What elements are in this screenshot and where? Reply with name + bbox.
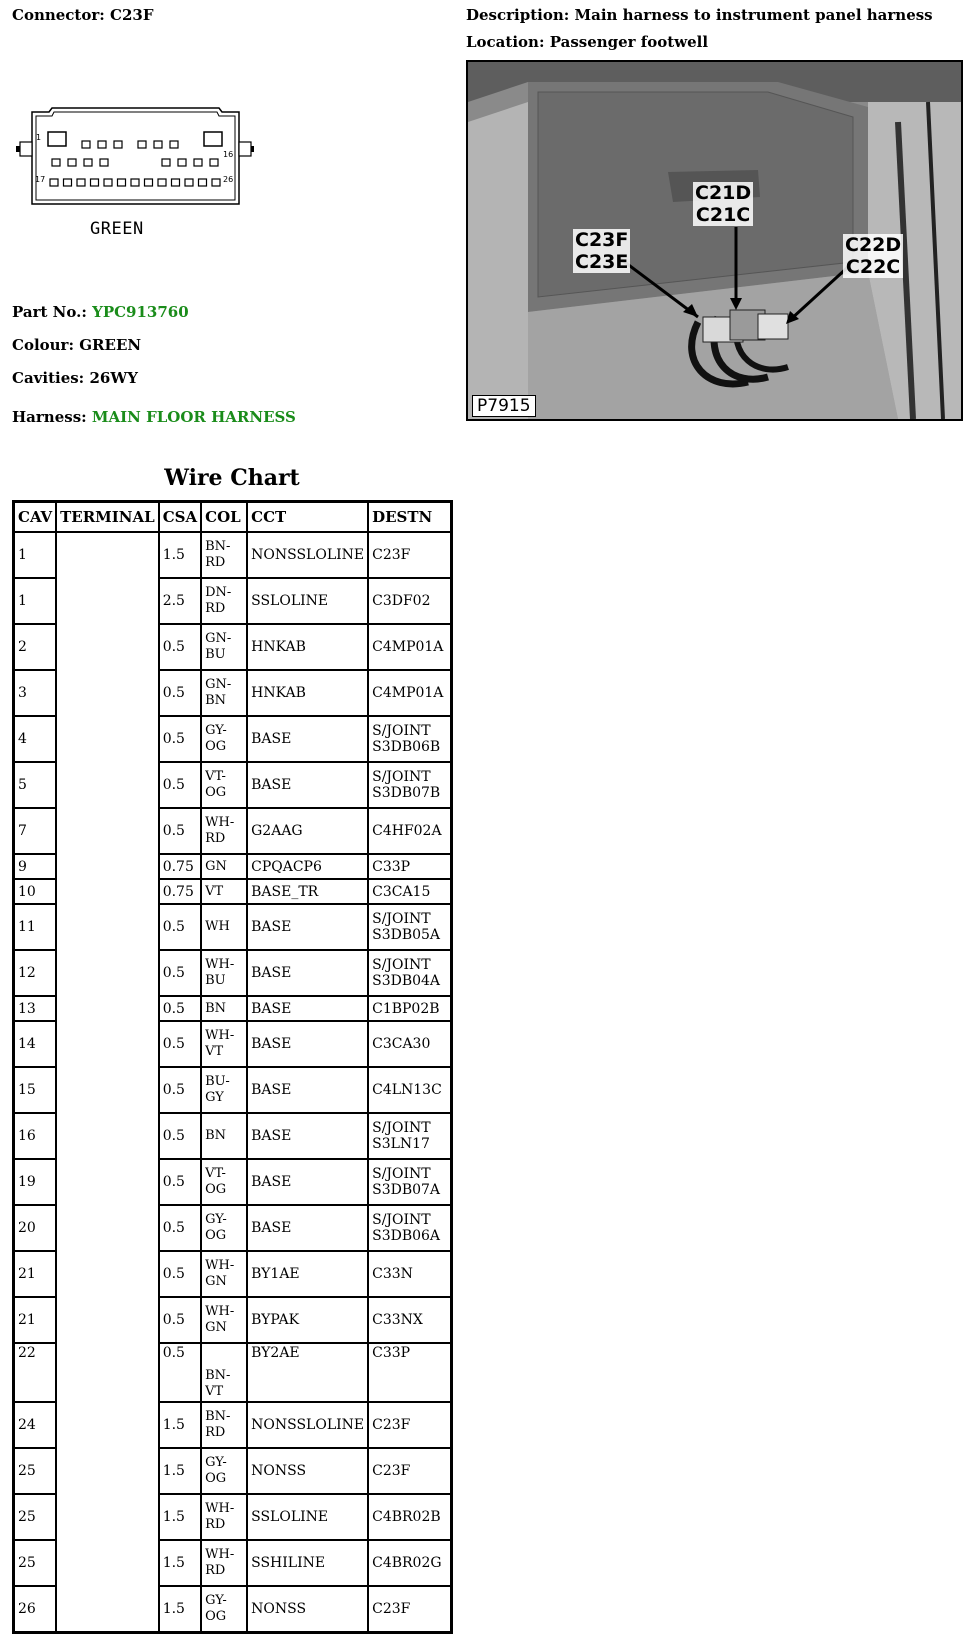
cell-destn: C3CA15 [368, 879, 451, 904]
cell-terminal [56, 624, 159, 670]
cell-col: BU- GY [201, 1067, 247, 1113]
cavities-line [12, 369, 138, 387]
cell-cav: 13 [14, 996, 57, 1021]
table-row [14, 1494, 452, 1540]
table-row [14, 1540, 452, 1586]
cell-cct: BASE [247, 716, 368, 762]
cell-col: WH- BU [201, 950, 247, 996]
cell-cct: BASE [247, 1067, 368, 1113]
cell-terminal [56, 1494, 159, 1540]
cell-col: WH- RD [201, 1494, 247, 1540]
cell-cav: 15 [14, 1067, 57, 1113]
cavities-label: Cavities: [12, 369, 85, 387]
cell-terminal [56, 1540, 159, 1586]
cell-terminal [56, 1113, 159, 1159]
cell-cct: BASE [247, 1205, 368, 1251]
cell-csa: 0.5 [159, 1205, 201, 1251]
location-photo [466, 60, 963, 421]
cell-col: WH- GN [201, 1297, 247, 1343]
cell-cct: HNKAB [247, 670, 368, 716]
connector-pin [172, 179, 180, 186]
cell-cct: NONSS [247, 1448, 368, 1494]
header-terminal: TERMINAL [56, 502, 159, 533]
cell-cct: SSLOLINE [247, 578, 368, 624]
table-row [14, 1402, 452, 1448]
cell-terminal [56, 1205, 159, 1251]
cell-terminal [56, 1067, 159, 1113]
cell-csa: 0.5 [159, 1067, 201, 1113]
cell-cav: 21 [14, 1251, 57, 1297]
cell-cct: HNKAB [247, 624, 368, 670]
harness-value[interactable]: MAIN FLOOR HARNESS [91, 408, 296, 426]
table-row [14, 1113, 452, 1159]
cell-csa: 0.5 [159, 762, 201, 808]
connector-pin [131, 179, 139, 186]
connector-pin [91, 179, 99, 186]
cell-col: GY- OG [201, 1586, 247, 1633]
cell-destn: C23F [368, 1586, 451, 1633]
cell-cav: 25 [14, 1540, 57, 1586]
colour-value: GREEN [79, 336, 142, 354]
connector-pin [50, 179, 58, 186]
photo-id-label: P7915 [472, 395, 536, 417]
cell-terminal [56, 762, 159, 808]
cell-cav: 4 [14, 716, 57, 762]
cell-cct: NONSSLOLINE [247, 1402, 368, 1448]
cell-destn: C23F [368, 1448, 451, 1494]
pin-label-16: 16 [223, 150, 234, 159]
cell-cav: 19 [14, 1159, 57, 1205]
table-row [14, 879, 452, 904]
connector-colour-caption: GREEN [90, 219, 144, 239]
connector-label: Connector: [12, 6, 105, 24]
cell-col: GY- OG [201, 1205, 247, 1251]
table-row [14, 1251, 452, 1297]
connector-pin [118, 179, 126, 186]
cell-terminal [56, 716, 159, 762]
table-row [14, 762, 452, 808]
header-csa: CSA [159, 502, 201, 533]
cell-cav: 16 [14, 1113, 57, 1159]
table-row [14, 532, 452, 578]
cell-csa: 0.5 [159, 624, 201, 670]
cell-col: VT [201, 879, 247, 904]
cell-destn: C33P [368, 854, 451, 879]
cell-csa: 1.5 [159, 1402, 201, 1448]
table-row [14, 716, 452, 762]
cell-cav: 2 [14, 624, 57, 670]
cell-destn: S/JOINT S3DB07A [368, 1159, 451, 1205]
cell-cct: BASE [247, 1113, 368, 1159]
table-row [14, 1021, 452, 1067]
cell-cav: 7 [14, 808, 57, 854]
cell-csa: 1.5 [159, 1494, 201, 1540]
header-cct: CCT [247, 502, 368, 533]
cell-destn: C1BP02B [368, 996, 451, 1021]
table-row [14, 950, 452, 996]
cell-destn: C3CA30 [368, 1021, 451, 1067]
cell-col: BN- VT [201, 1343, 247, 1402]
header-cav: CAV [14, 502, 57, 533]
cell-destn: C4BR02G [368, 1540, 451, 1586]
cell-csa: 1.5 [159, 1540, 201, 1586]
cell-cct: BY1AE [247, 1251, 368, 1297]
cell-cav: 11 [14, 904, 57, 950]
cell-col: VT- OG [201, 762, 247, 808]
cell-terminal [56, 578, 159, 624]
cell-col: GY- OG [201, 716, 247, 762]
cell-csa: 0.5 [159, 1251, 201, 1297]
cell-cct: BASE [247, 1159, 368, 1205]
cell-col: WH- VT [201, 1021, 247, 1067]
cell-col: BN- RD [201, 1402, 247, 1448]
cell-col: GN- BN [201, 670, 247, 716]
connector-pin [212, 179, 220, 186]
table-row [14, 1067, 452, 1113]
cell-csa: 0.75 [159, 879, 201, 904]
cell-csa: 0.5 [159, 1343, 201, 1402]
description-value: Main harness to instrument panel harness [574, 6, 933, 24]
cell-cct: G2AAG [247, 808, 368, 854]
cell-terminal [56, 1402, 159, 1448]
callout-c23 [573, 229, 630, 273]
callout-c22c: C22C [843, 256, 903, 278]
cell-cav: 14 [14, 1021, 57, 1067]
cell-destn: S/JOINT S3LN17 [368, 1113, 451, 1159]
location-label: Location: [466, 33, 545, 51]
table-row [14, 1297, 452, 1343]
cell-col: BN [201, 996, 247, 1021]
cell-csa: 0.5 [159, 904, 201, 950]
connector-pin [77, 179, 85, 186]
callout-c23e: C23E [575, 251, 629, 273]
cell-csa: 0.5 [159, 1297, 201, 1343]
cell-cct: CPQACP6 [247, 854, 368, 879]
cell-terminal [56, 854, 159, 879]
callout-c23f: C23F [575, 229, 629, 251]
cell-destn: S/JOINT S3DB05A [368, 904, 451, 950]
cell-cav: 24 [14, 1402, 57, 1448]
cell-destn: C33N [368, 1251, 451, 1297]
cell-terminal [56, 996, 159, 1021]
connector-pin [145, 179, 153, 186]
cell-terminal [56, 670, 159, 716]
cell-terminal [56, 1297, 159, 1343]
cell-destn: C33NX [368, 1297, 451, 1343]
cavities-value: 26WY [89, 369, 138, 387]
cell-cav: 3 [14, 670, 57, 716]
cell-terminal [56, 1159, 159, 1205]
cell-destn: S/JOINT S3DB04A [368, 950, 451, 996]
cell-destn: S/JOINT S3DB06A [368, 1205, 451, 1251]
table-row [14, 578, 452, 624]
cell-col: WH- RD [201, 1540, 247, 1586]
connector-pin [199, 179, 207, 186]
wire-chart-body [14, 532, 452, 1633]
cell-col: VT- OG [201, 1159, 247, 1205]
cell-cct: BASE [247, 1021, 368, 1067]
cell-col: GY- OG [201, 1448, 247, 1494]
cell-cav: 21 [14, 1297, 57, 1343]
cell-cct: BASE [247, 950, 368, 996]
description-line [466, 6, 933, 24]
cell-csa: 0.5 [159, 950, 201, 996]
pin-label-17: 17 [35, 175, 46, 184]
colour-label: Colour: [12, 336, 74, 354]
cell-destn: C4BR02B [368, 1494, 451, 1540]
cell-cct: NONSS [247, 1586, 368, 1633]
connector-line [12, 6, 154, 24]
harness-label: Harness: [12, 408, 87, 426]
pin-label-1: 1 [36, 133, 42, 142]
cell-destn: C3DF02 [368, 578, 451, 624]
cell-cct: SSHILINE [247, 1540, 368, 1586]
cell-csa: 0.5 [159, 670, 201, 716]
table-row [14, 808, 452, 854]
cell-cav: 9 [14, 854, 57, 879]
connector-pin [185, 179, 193, 186]
part-no-label: Part No.: [12, 303, 87, 321]
cell-cav: 22 [14, 1343, 57, 1402]
cell-cav: 1 [14, 578, 57, 624]
cell-col: WH [201, 904, 247, 950]
cell-col: WH- RD [201, 808, 247, 854]
cell-cct: BASE_TR [247, 879, 368, 904]
part-no-line [12, 303, 189, 321]
harness-line [12, 408, 296, 426]
cell-col: BN [201, 1113, 247, 1159]
cell-cct: BASE [247, 904, 368, 950]
table-row [14, 624, 452, 670]
cell-col: GN [201, 854, 247, 879]
connector-pin [104, 179, 112, 186]
wire-chart-title: Wire Chart [164, 465, 300, 491]
connector-face-diagram [14, 104, 254, 214]
cell-csa: 0.5 [159, 996, 201, 1021]
wire-chart-header-row [14, 502, 452, 533]
cell-terminal [56, 808, 159, 854]
cell-terminal [56, 879, 159, 904]
table-row [14, 854, 452, 879]
cell-cct: NONSSLOLINE [247, 532, 368, 578]
cell-cav: 20 [14, 1205, 57, 1251]
cell-destn: S/JOINT S3DB07B [368, 762, 451, 808]
cell-terminal [56, 1343, 159, 1402]
cell-csa: 2.5 [159, 578, 201, 624]
cell-cav: 25 [14, 1494, 57, 1540]
cell-cav: 10 [14, 879, 57, 904]
table-row [14, 1586, 452, 1633]
cell-terminal [56, 904, 159, 950]
cell-col: WH- GN [201, 1251, 247, 1297]
connector-pin [64, 179, 72, 186]
callout-c22d: C22D [845, 234, 902, 256]
cell-csa: 0.5 [159, 1159, 201, 1205]
pin-label-26: 26 [223, 175, 234, 184]
cell-csa: 0.5 [159, 716, 201, 762]
cell-col: DN- RD [201, 578, 247, 624]
cell-cct: BYPAK [247, 1297, 368, 1343]
callout-c21d: C21D [695, 182, 752, 204]
location-line [466, 33, 708, 51]
cell-destn: C4MP01A [368, 624, 451, 670]
wire-chart-table [12, 500, 453, 1634]
cell-csa: 0.75 [159, 854, 201, 879]
cell-cav: 26 [14, 1586, 57, 1633]
cell-terminal [56, 1251, 159, 1297]
table-row [14, 1205, 452, 1251]
cell-cav: 1 [14, 532, 57, 578]
location-value: Passenger footwell [549, 33, 709, 51]
table-row [14, 1159, 452, 1205]
cell-terminal [56, 1448, 159, 1494]
connector-value: C23F [110, 6, 154, 24]
cell-terminal [56, 532, 159, 578]
connector-pin [158, 179, 166, 186]
cell-destn: C23F [368, 1402, 451, 1448]
header-col: COL [201, 502, 247, 533]
callout-c21c: C21C [693, 204, 753, 226]
cell-cav: 12 [14, 950, 57, 996]
part-no-value[interactable]: YPC913760 [92, 303, 189, 321]
cell-cct: SSLOLINE [247, 1494, 368, 1540]
cell-csa: 1.5 [159, 1448, 201, 1494]
cell-cav: 25 [14, 1448, 57, 1494]
cell-terminal [56, 1586, 159, 1633]
callout-c22 [843, 234, 903, 278]
cell-col: BN- RD [201, 532, 247, 578]
description-label: Description: [466, 6, 570, 24]
cell-cct: BASE [247, 762, 368, 808]
cell-destn: C4MP01A [368, 670, 451, 716]
cell-cct: BY2AE [247, 1343, 368, 1402]
cell-terminal [56, 1021, 159, 1067]
cell-destn: S/JOINT S3DB06B [368, 716, 451, 762]
colour-line [12, 336, 141, 354]
cell-destn: C4LN13C [368, 1067, 451, 1113]
table-row [14, 670, 452, 716]
cell-destn: C33P [368, 1343, 451, 1402]
table-row [14, 1448, 452, 1494]
callout-c21 [693, 182, 753, 226]
table-row [14, 996, 452, 1021]
cell-csa: 1.5 [159, 532, 201, 578]
cell-csa: 0.5 [159, 1021, 201, 1067]
table-row [14, 1343, 452, 1402]
cell-csa: 1.5 [159, 1586, 201, 1633]
cell-csa: 0.5 [159, 1113, 201, 1159]
cell-destn: C4HF02A [368, 808, 451, 854]
cell-col: GN- BU [201, 624, 247, 670]
cell-terminal [56, 950, 159, 996]
cell-destn: C23F [368, 532, 451, 578]
table-row [14, 904, 452, 950]
cell-csa: 0.5 [159, 808, 201, 854]
cell-cav: 5 [14, 762, 57, 808]
header-destn: DESTN [368, 502, 451, 533]
cell-cct: BASE [247, 996, 368, 1021]
